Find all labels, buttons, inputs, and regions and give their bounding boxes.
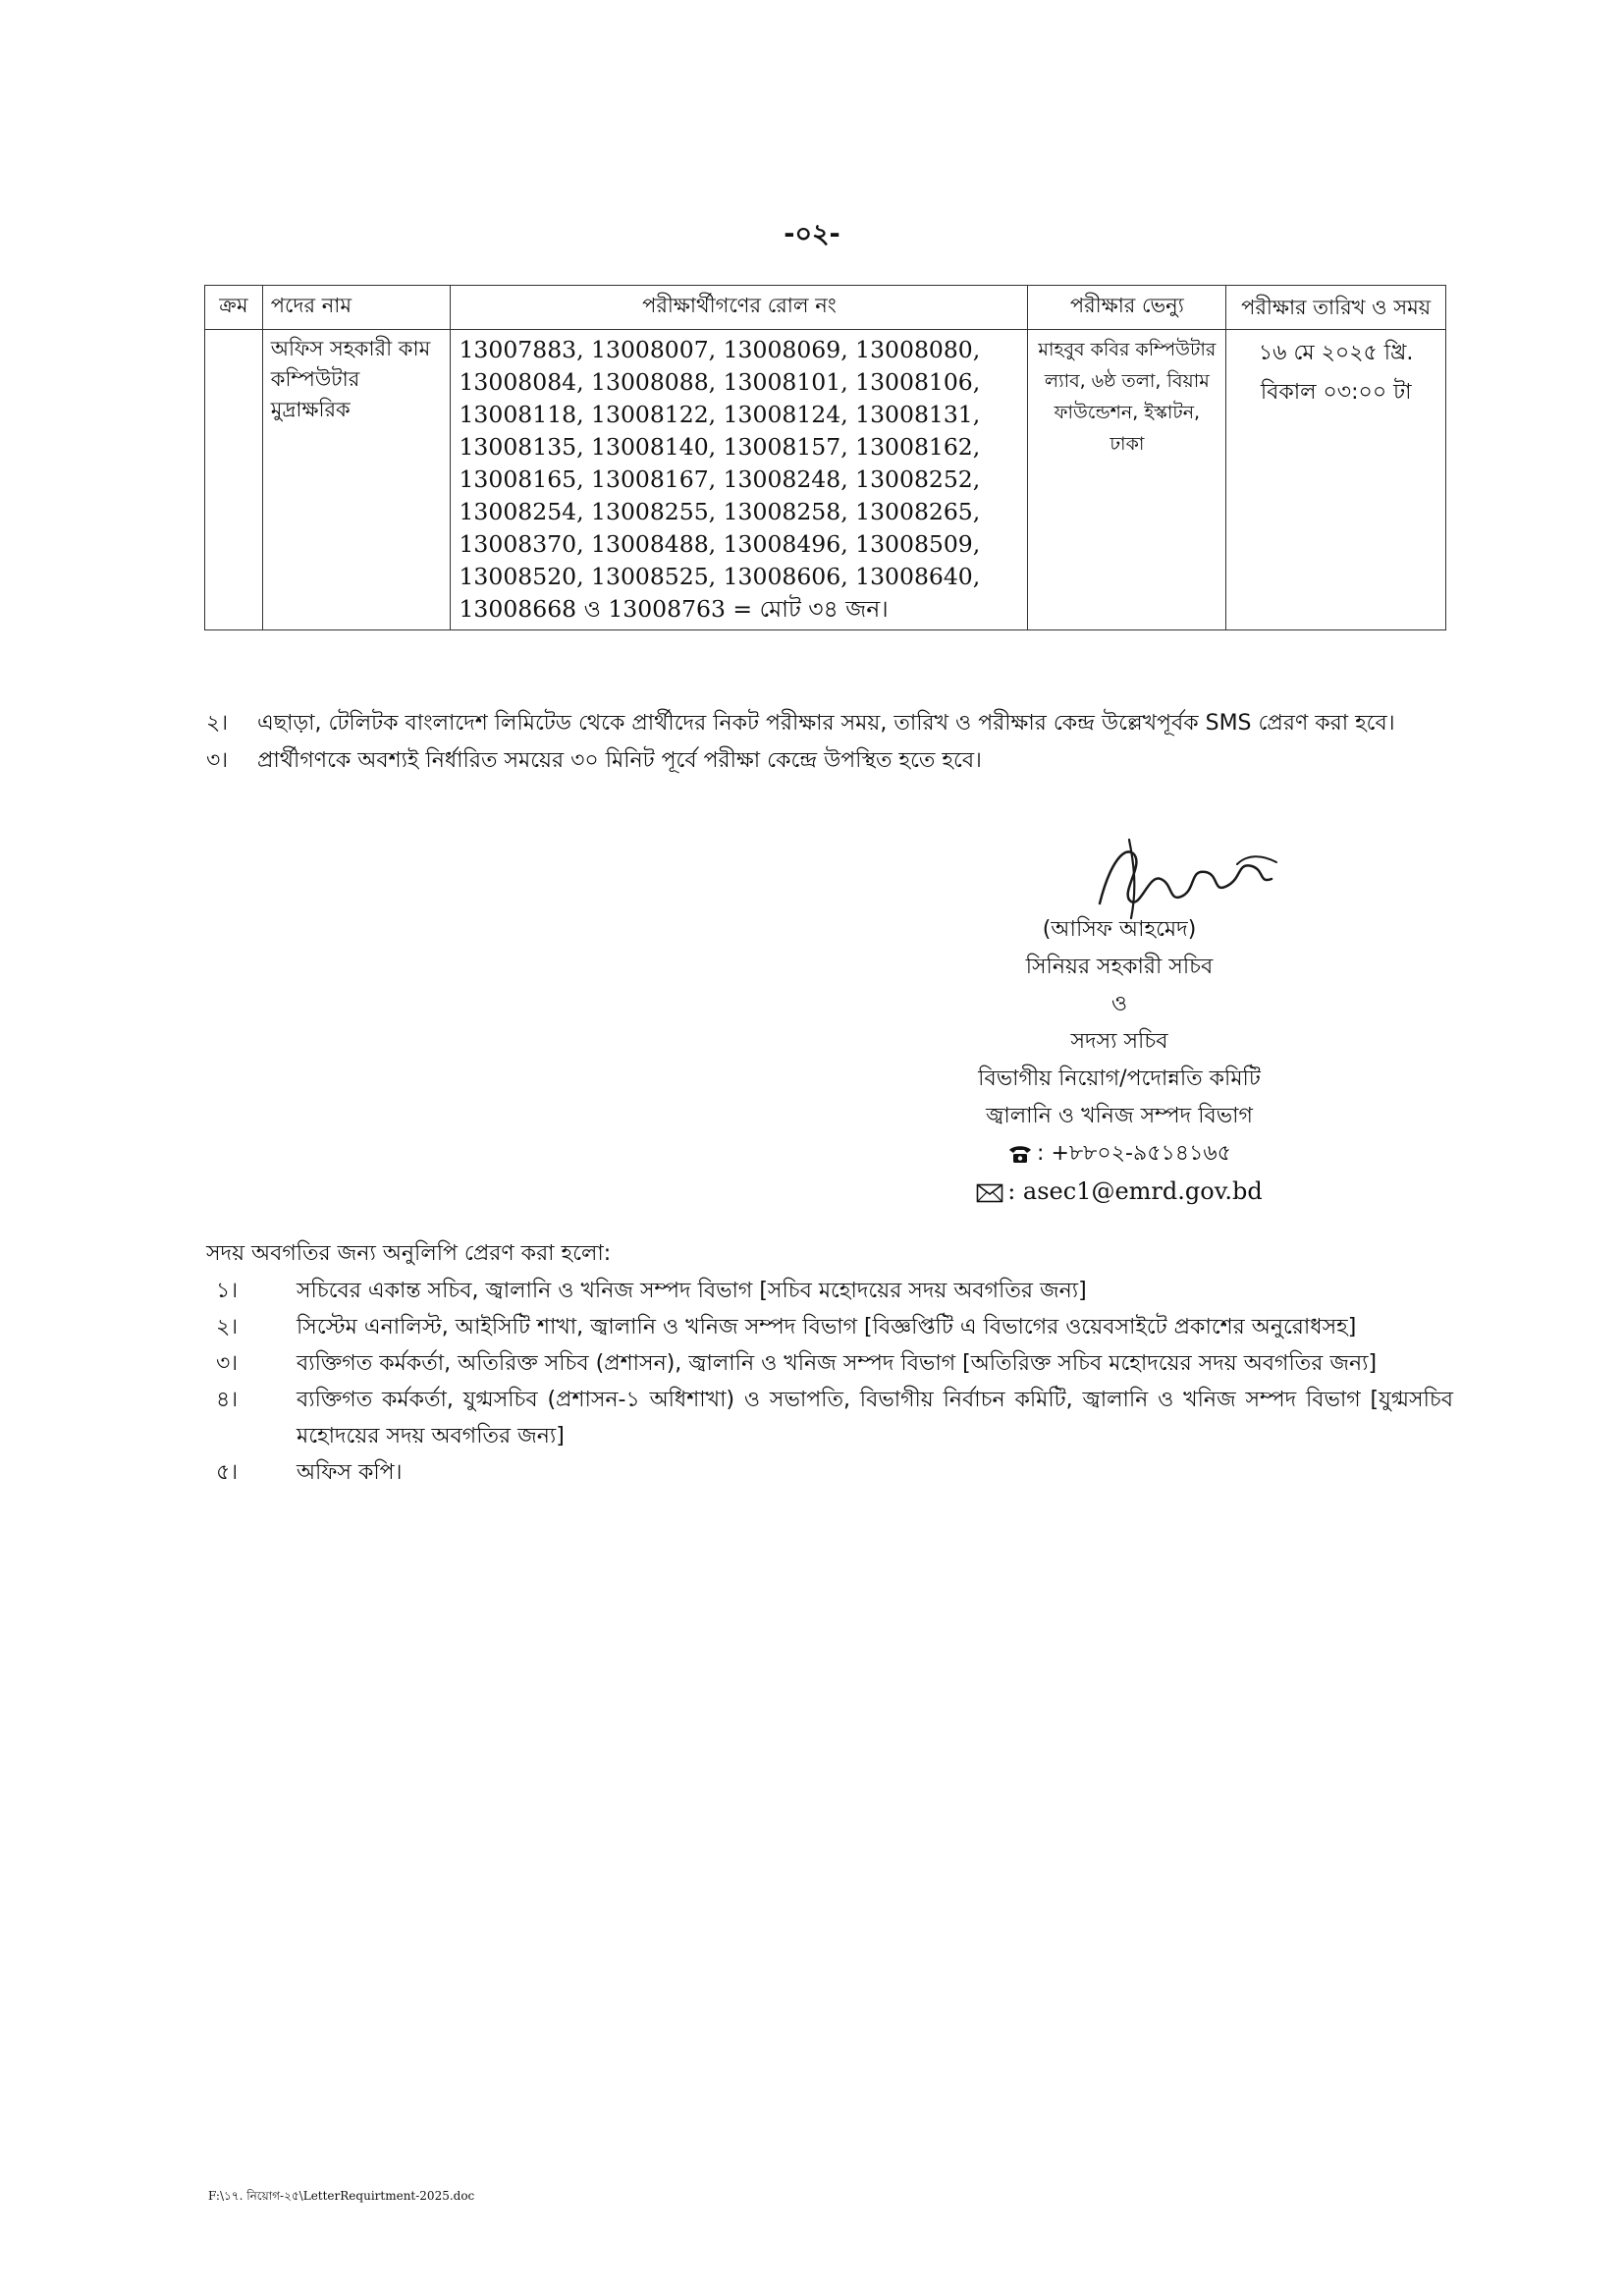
copy-text: ব্যক্তিগত কর্মকর্তা, যুগ্মসচিব (প্রশাসন-১ অধিশাখা) ও সভাপতি, বিভাগীয় নির্বাচন কমিটি, জ্বালানি ও খনিজ সম্পদ বিভাগ [যুগ্মসচিব মহোদয়ের সদয় অবগতির জন্য]	[297, 1388, 1453, 1449]
note-item	[206, 705, 1453, 742]
telephone-icon	[1007, 1144, 1033, 1164]
header-venue: পরীক্ষার ভেন্যু	[1028, 286, 1226, 330]
serial-cell	[205, 330, 263, 630]
note-number: ৩।	[206, 748, 229, 773]
signatory-designation: সিনিয়র সহকারী সচিব	[1025, 955, 1214, 979]
copy-number: ৩।	[216, 1351, 239, 1376]
table-row	[205, 330, 1446, 630]
signatory-committee: বিভাগীয় নিয়োগ/পদোন্নতি কমিটি	[978, 1066, 1261, 1091]
roll-line: 13008118, 13008122, 13008124, 13008131,	[459, 401, 981, 428]
signatory-conjunction: ও	[1110, 992, 1128, 1016]
header-post: পদের নাম	[262, 286, 451, 330]
copy-text: সিস্টেম এনালিস্ট, আইসিটি শাখা, জ্বালানি ও খনিজ সম্পদ বিভাগ [বিজ্ঞপ্তিটি এ বিভাগের ওয়েবসাইটে প্রকাশের অনুরোধসহ]	[297, 1315, 1357, 1339]
roll-line: 13008254, 13008255, 13008258, 13008265,	[459, 498, 981, 525]
footer-file-path: F:\১৭. নিয়োগ-২৫\LetterRequirtment-2025.doc	[208, 2189, 475, 2203]
copy-number: ২।	[216, 1315, 239, 1339]
phone-number: : +৮৮০২-৯৫১৪১৬৫	[1037, 1141, 1231, 1166]
signatory-division: জ্বালানি ও খনিজ সম্পদ বিভাগ	[986, 1104, 1253, 1128]
exam-roll-table	[204, 285, 1446, 630]
copy-number: ৪।	[216, 1388, 239, 1412]
copy-text: অফিস কপি।	[297, 1460, 403, 1485]
table-header-row	[205, 286, 1446, 330]
roll-line: 13008165, 13008167, 13008248, 13008252,	[459, 465, 981, 493]
exam-time: বিকাল ০৩:০০ টা	[1260, 380, 1412, 405]
datetime-cell	[1226, 330, 1446, 630]
venue-cell: মাহবুব কবির কম্পিউটার ল্যাব, ৬ষ্ঠ তলা, বিয়াম ফাউন্ডেশন, ইস্কাটন, ঢাকা	[1028, 330, 1226, 630]
exam-date: ১৬ মে ২০২৫ খ্রি.	[1258, 341, 1414, 365]
header-rolls: পরীক্ষার্থীগণের রোল নং	[451, 286, 1028, 330]
note-text: প্রার্থীগণকে অবশ্যই নির্ধারিত সময়ের ৩০ মিনিট পূর্বে পরীক্ষা কেন্দ্রে উপস্থিত হতে হবে।	[257, 748, 982, 773]
list-item	[206, 1382, 1453, 1454]
roll-line: 13008370, 13008488, 13008496, 13008509,	[459, 530, 981, 558]
email-line	[933, 1173, 1306, 1210]
page-number: -০২-	[784, 219, 840, 249]
notes-list	[206, 705, 1453, 780]
roll-line: 13008668 ও 13008763 = মোট ৩৪ জন।	[459, 595, 889, 623]
email-address: : asec1@emrd.gov.bd	[1007, 1177, 1263, 1205]
copy-intro: সদয় অবগতির জন্য অনুলিপি প্রেরণ করা হলো:	[206, 1241, 612, 1266]
roll-line: 13007883, 13008007, 13008069, 13008080,	[459, 336, 981, 363]
copy-number: ৫।	[216, 1460, 239, 1485]
list-item	[206, 1454, 1453, 1491]
copy-text: সচিবের একান্ত সচিব, জ্বালানি ও খনিজ সম্পদ বিভাগ [সচিব মহোদয়ের সদয় অবগতির জন্য]	[297, 1279, 1087, 1303]
roll-line: 13008520, 13008525, 13008606, 13008640,	[459, 563, 981, 590]
copy-text: ব্যক্তিগত কর্মকর্তা, অতিরিক্ত সচিব (প্রশাসন), জ্বালানি ও খনিজ সম্পদ বিভাগ [অতিরিক্ত সচিব মহোদয়ের সদয় অবগতির জন্য]	[297, 1351, 1378, 1376]
list-item	[206, 1345, 1453, 1382]
copy-number: ১।	[216, 1279, 239, 1303]
roll-line: 13008084, 13008088, 13008101, 13008106,	[459, 368, 981, 396]
note-number: ২।	[206, 711, 229, 736]
copy-distribution	[206, 1235, 1453, 1491]
post-cell: অফিস সহকারী কাম কম্পিউটার মুদ্রাক্ষরিক	[262, 330, 451, 630]
header-datetime: পরীক্ষার তারিখ ও সময়	[1226, 286, 1446, 330]
signatory-role: সদস্য সচিব	[1070, 1029, 1168, 1054]
note-item	[206, 742, 1453, 780]
signature	[1080, 825, 1296, 923]
phone-line	[933, 1135, 1306, 1173]
signatory-block	[933, 911, 1306, 1210]
list-item	[206, 1273, 1453, 1309]
envelope-icon	[976, 1183, 1003, 1203]
note-text: এছাড়া, টেলিটক বাংলাদেশ লিমিটেড থেকে প্রার্থীদের নিকট পরীক্ষার সময়, তারিখ ও পরীক্ষার কেন্দ্র উল্লেখপূর্বক SMS প্রেরণ করা হবে।	[257, 711, 1395, 736]
header-serial: ক্রম	[205, 286, 263, 330]
signatory-name: (আসিফ আহমেদ)	[1042, 917, 1197, 942]
roll-line: 13008135, 13008140, 13008157, 13008162,	[459, 433, 981, 461]
roll-numbers-cell	[451, 330, 1028, 630]
list-item	[206, 1309, 1453, 1345]
